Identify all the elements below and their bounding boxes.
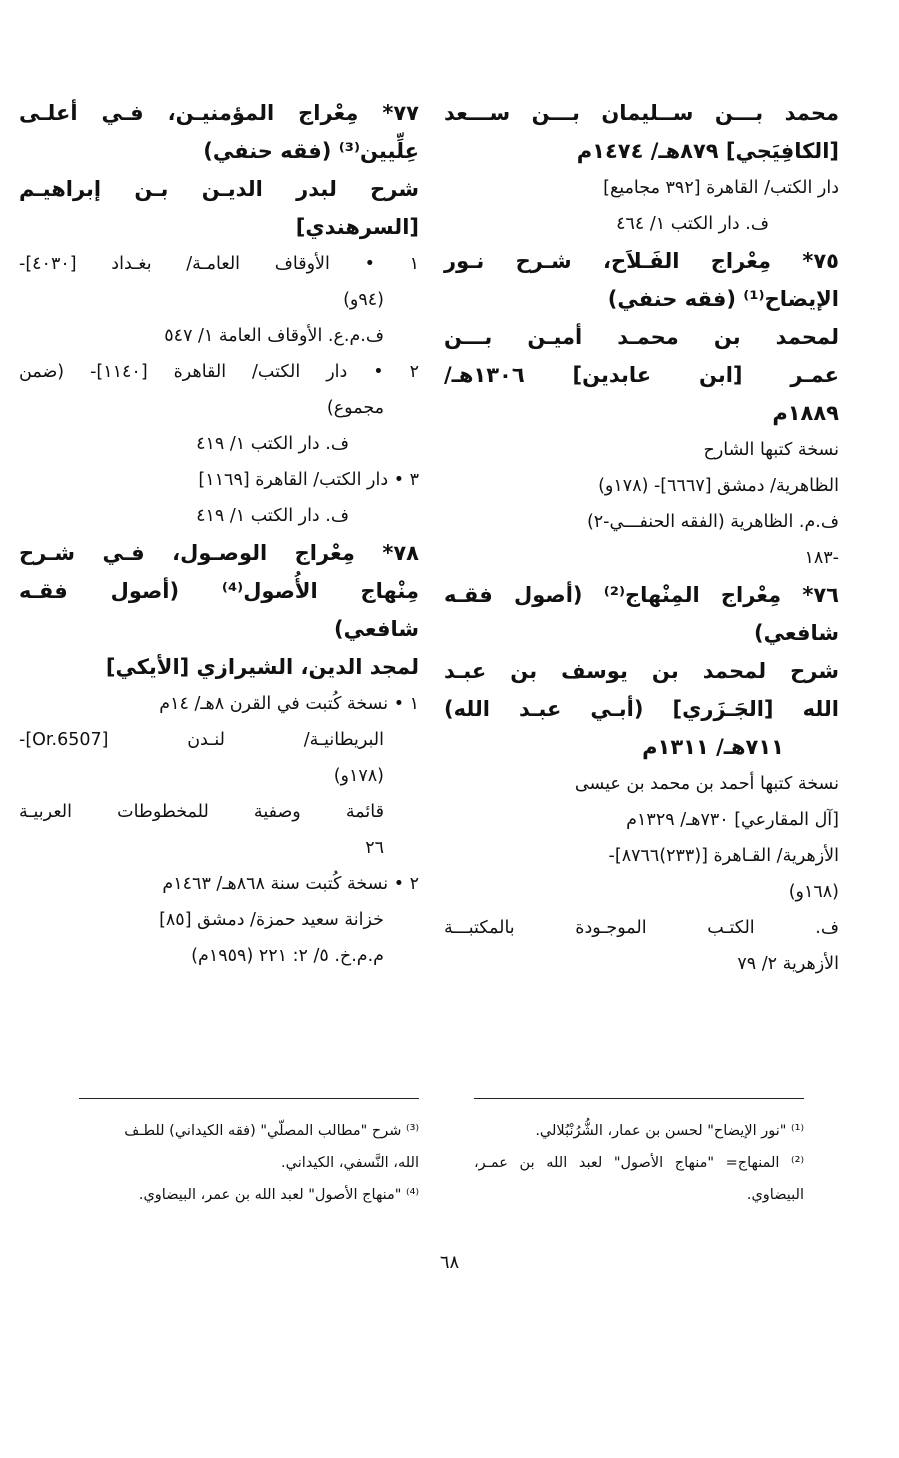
right-column-line: لمحمد بن محمـد أميـن بـــن [444,325,839,349]
right-column-line: ١٨٨٩م [772,401,839,425]
right-column-line: شرح لمحمد بن يوسف بن عبـد [444,659,839,683]
left-column-line: م.م.خ. ٥/ ٢: ٢٢١ (١٩٥٩م) [191,946,384,966]
page-number: ٦٨ [439,1252,460,1273]
left-column-line: ٢ • نسخة كُتبت سنة ٨٦٨هـ/ ١٤٦٣م [162,874,419,894]
footnote-1: ⁽¹⁾ "نور الإيضاح" لحسن بن عمار، الشُّرُنْبُلالي. [535,1123,804,1139]
left-column-line: ١ • نسخة كُتبت في القرن ٨هـ/ ١٤م [159,694,419,714]
left-column-line: ٢ • دار الكتب/ القاهرة [١١٤٠]- (ضمن [19,362,419,382]
right-column-line: ف. دار الكتب ١/ ٤٦٤ [616,214,769,234]
left-column-line: ٣ • دار الكتب/ القاهرة [١١٦٩] [198,470,419,490]
footnote-3: ⁽³⁾ شرح "مطالب المصلّي" (فقه الكيداني) للطـف [124,1123,419,1139]
left-column-line: ٧٧* مِعْراج المؤمنيـن، فـي أعلـى [19,101,419,125]
right-column-line: الأزهرية/ القـاهرة [(٢٣٣)٨٧٦٦]- [608,846,839,866]
right-column-line: الأزهرية ٢/ ٧٩ [737,954,839,974]
right-column-line: -١٨٣ [804,548,839,568]
right-column-line: الظاهرية/ دمشق [٦٦٦٧]- (١٧٨و) [598,476,839,496]
right-column-line: شافعي) [754,621,839,645]
left-column-line: مِنْهاج الأُصول⁽⁴⁾ (أصول فقـه [19,579,419,603]
right-column-line: (١٦٨و) [788,882,839,902]
left-column-line: ٢٦ [365,838,384,858]
footnote-3-cont: الله، النَّسفي، الكيداني. [281,1155,419,1171]
left-column-line: قائمة وصفية للمخطوطات العربيـة [19,802,384,822]
right-column-line: نسخة كتبها أحمد بن محمد بن عيسى [574,774,839,794]
right-column-line: عمـر [ابن عابدين] ١٣٠٦هـ/ [444,363,839,387]
left-column-line: [السرهندي] [295,215,419,239]
right-column-line: ٧١١هـ/ ١٣١١م [642,735,784,759]
left-column-line: شافعي) [334,617,419,641]
left-column-line: عِلِّيين⁽³⁾ (فقه حنفي) [203,139,419,163]
right-column-line: نسخة كتبها الشارح [703,440,839,460]
footnote-rule-right [474,1098,804,1099]
left-column-line: (٩٤و) [343,290,384,310]
right-column-line: دار الكتب/ القاهرة [٣٩٢ مجاميع] [603,178,839,198]
right-column-line: ف.م. الظاهرية (الفقه الحنفـــي-٢) [586,512,839,532]
right-column-line: [الكافِيَجي] ٨٧٩هـ/ ١٤٧٤م [576,139,839,163]
footnote-2: ⁽²⁾ المنهاج= "منهاج الأصول" لعبد الله بن عمـر، [474,1155,804,1171]
footnote-rule-left [79,1098,419,1099]
right-column [444,94,839,982]
right-column-line: ف. الكتـب الموجـودة بالمكتبـــة [444,918,839,938]
right-column-line: [آل المقارعي] ٧٣٠هـ/ ١٣٢٩م [626,810,839,830]
left-column-line: ١ • الأوقاف العامـة/ بغـداد [٤٠٣٠]- [19,254,419,274]
left-column-line: ٧٨* مِعْراج الوصـول، فـي شـرح [19,541,419,565]
right-column-line: ٧٦* مِعْراج المِنْهاج⁽²⁾ (أصول فقـه [444,583,839,607]
left-column-line: ف. دار الكتب ١/ ٤١٩ [196,434,349,454]
left-column-line: شرح لبدر الديـن بـن إبراهيـم [19,177,419,201]
right-column-line: ٧٥* مِعْراج الفَـلاَح، شـرح نـور [444,249,839,273]
footnote-4: ⁽⁴⁾ "منهاج الأصول" لعبد الله بن عمر، البيضاوي. [138,1187,419,1203]
left-column-line: ف.م.ع. الأوقاف العامة ١/ ٥٤٧ [164,326,384,346]
left-column-line: خزانة سعيد حمزة/ دمشق [٨٥] [159,910,384,930]
left-column-line: ف. دار الكتب ١/ ٤١٩ [196,506,349,526]
footnote-2-cont: البيضاوي. [746,1187,804,1203]
left-column-line: (١٧٨و) [333,766,384,786]
left-column-line: مجموع) [326,398,384,418]
right-column-line: الإيضاح⁽¹⁾ (فقه حنفي) [607,287,839,311]
right-column-line: محمد بـــن ســليمان بـــن ســـعد [444,101,839,125]
left-column-line: لمجد الدين، الشيرازي [الأيكي] [105,655,419,679]
left-column [19,94,419,974]
right-column-line: الله [الجَـزَري] (أبـي عبـد الله) [444,697,839,721]
left-column-line: البريطانيـة/ لنـدن [Or.6507]- [19,730,384,750]
